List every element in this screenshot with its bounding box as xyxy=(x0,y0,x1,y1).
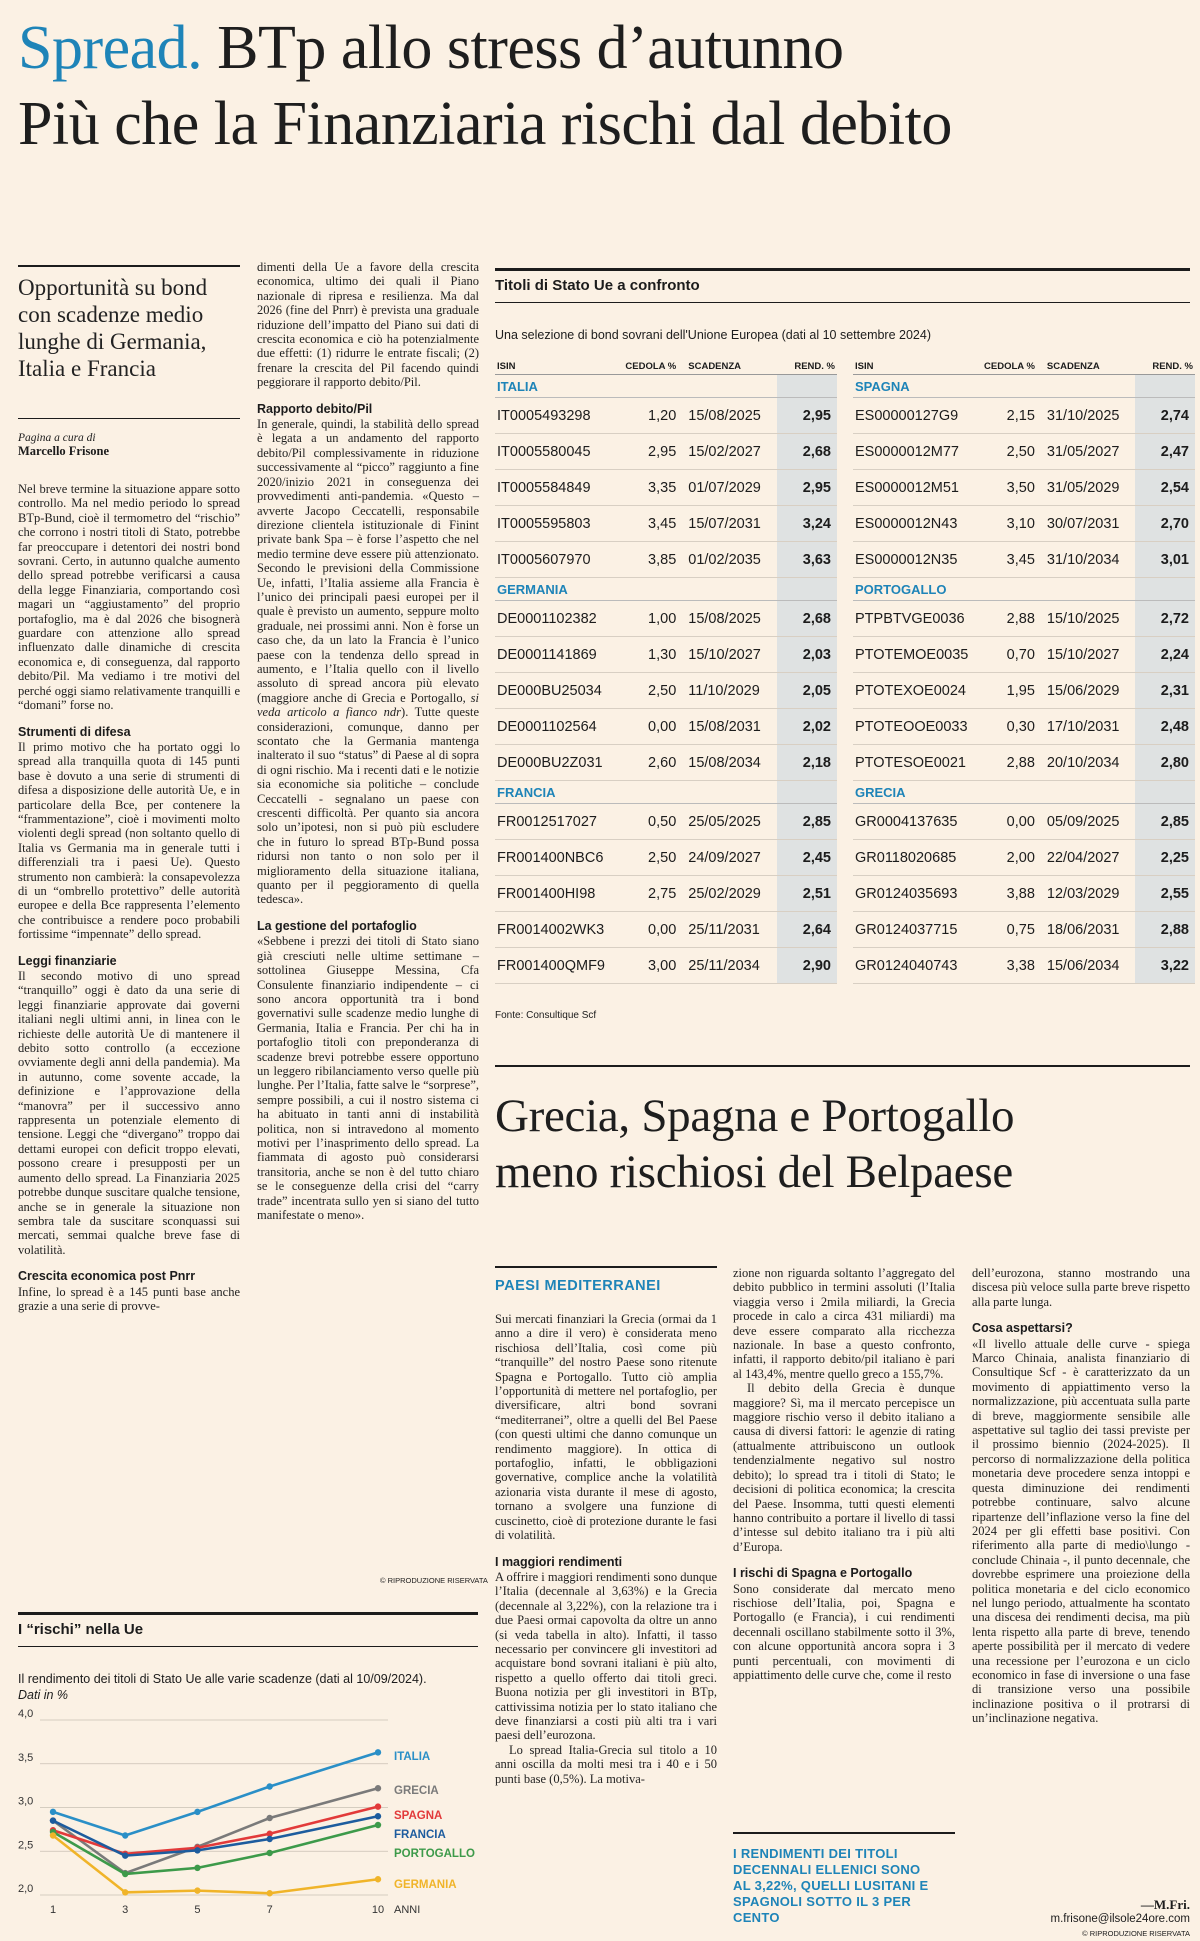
col2-para-2 xyxy=(257,417,479,907)
cedola-cell: 1,00 xyxy=(613,601,678,637)
legend-label: PORTOGALLO xyxy=(394,1848,475,1860)
table-row xyxy=(495,673,837,709)
table-row xyxy=(495,804,837,840)
chart-top-rule xyxy=(18,1612,478,1615)
isin-cell: IT0005584849 xyxy=(495,470,613,506)
cedola-cell: 2,95 xyxy=(613,434,678,470)
scadenza-cell: 15/02/2027 xyxy=(678,434,777,470)
table-row xyxy=(495,601,837,637)
country-label: PORTOGALLO xyxy=(853,578,1135,601)
article2-col3-subhead: Cosa aspettarsi? xyxy=(972,1321,1073,1336)
table-row xyxy=(495,470,837,506)
col1-para-2: Il secondo motivo di uno spread “tranquillo” oggi è dato da una serie di leggi finanziarie approvate dai governi italiani negli ultimi anni, in linea con le richieste delle autorità Ue di mantenere il debito sotto controllo (a eccezione ovviamente degli anni della pandemia). Ma in autunno, come sovente accade, la definizione e l’approvazione della “manovra” per il successivo anno rappresenta un potenziale elemento di tensione. Leggi che “divergano” troppo dai dettami europei con deficit troppo elevati, possono creare i presupposti per un aumento dello spread. La Finanziaria 2025 potrebbe dunque suscitare qualche tensione, anche se in generale la situazione non sembra tale da suscitare sconquassi sui mercati, semmai qualche breve fase di volatilità. xyxy=(18,969,240,1257)
cedola-cell: 0,00 xyxy=(613,709,678,745)
cedola-cell: 3,45 xyxy=(972,542,1036,578)
table-subtitle: Una selezione di bond sovrani dell'Unione Europea (dati al 10 settembre 2024) xyxy=(495,328,931,342)
isin-cell: DE0001141869 xyxy=(495,637,613,673)
rendimento-cell: 2,18 xyxy=(777,745,837,781)
legend-label: GRECIA xyxy=(394,1785,439,1797)
table-header-cell: ISIN xyxy=(495,358,613,375)
article2-col2-para-1: zione non riguarda soltanto l’aggregato del debito pubblico in termini assoluti (l’Italia viaggia verso i 2mila miliardi, la Grecia procede in calo a circa 431 miliardi) ma deve essere comparato alla ricchezza nazionale. In base a questo confronto, infatti, il rapporto debito/pil italiano è pari al 143,4%, mentre quello greco a 155,7%. xyxy=(733,1266,955,1381)
isin-cell: FR001400NBC6 xyxy=(495,840,613,876)
table-header-cell: SCADENZA xyxy=(1037,358,1135,375)
data-point xyxy=(194,1887,200,1893)
article2-col-2 xyxy=(733,1266,955,1682)
rend-column-fill xyxy=(1135,375,1195,398)
data-point xyxy=(375,1749,381,1755)
scadenza-cell: 18/06/2031 xyxy=(1037,912,1135,948)
article2-kicker: PAESI MEDITERRANEI xyxy=(495,1278,661,1294)
data-point xyxy=(194,1847,200,1853)
isin-cell: IT0005607970 xyxy=(495,542,613,578)
y-tick-label: 4,0 xyxy=(18,1708,34,1720)
cedola-cell: 3,88 xyxy=(972,876,1036,912)
table-source: Fonte: Consultique Scf xyxy=(495,1010,597,1021)
data-point xyxy=(266,1850,272,1856)
cedola-cell: 3,85 xyxy=(613,542,678,578)
scadenza-cell: 15/08/2034 xyxy=(678,745,777,781)
bond-table-left-grid xyxy=(495,358,837,984)
scadenza-cell: 31/10/2034 xyxy=(1037,542,1135,578)
scadenza-cell: 22/04/2027 xyxy=(1037,840,1135,876)
x-tick-label: 3 xyxy=(122,1904,129,1916)
rendimento-cell: 2,95 xyxy=(777,398,837,434)
country-row xyxy=(853,781,1195,804)
table-row xyxy=(853,542,1195,578)
country-label: SPAGNA xyxy=(853,375,1135,398)
table-row xyxy=(495,745,837,781)
article2-top-rule xyxy=(495,1065,1190,1067)
rendimento-cell: 2,68 xyxy=(777,434,837,470)
article-deck: Opportunità su bond con scadenze medio lunghe di Germania, Italia e Francia xyxy=(18,275,208,381)
cedola-cell: 2,15 xyxy=(972,398,1036,434)
bond-table-right-grid xyxy=(853,358,1195,984)
isin-cell: FR001400QMF9 xyxy=(495,948,613,984)
col1-subhead-2: Leggi finanziarie xyxy=(18,953,117,968)
isin-cell: PTOTEMOE0035 xyxy=(853,637,972,673)
col1-subhead-1: Strumenti di difesa xyxy=(18,724,131,739)
cedola-cell: 2,50 xyxy=(972,434,1036,470)
legend-label: SPAGNA xyxy=(394,1810,443,1822)
isin-cell: IT0005580045 xyxy=(495,434,613,470)
article2-col-1 xyxy=(495,1312,717,1786)
chart-title: I “rischi” nella Ue xyxy=(18,1621,144,1638)
rendimento-cell: 3,24 xyxy=(777,506,837,542)
article2-col1-para-1: Sui mercati finanziari la Grecia (ormai da 1 anno a dire il vero) è considerata meno rischiosa dell’Italia, così come più “tranquille” del nostro Paese sono ritenute Spagna e Portogallo. Tutto ciò amplia l’opportunità di mettere nel portafoglio, per diversificare, altri bond sovrani “mediterranei”, oltre a quelli del Bel Paese (con questi ultimi che danno comunque un rendimento maggiore). In ottica di portafoglio, infatti, le obbligazioni governative, complice anche la volatilità azionaria vista durante il mese di agosto, tornano a svolgere una funzione di cuscinetto, cioè di protezione durante le fasi di volatilità. xyxy=(495,1312,717,1543)
rendimento-cell: 2,95 xyxy=(777,470,837,506)
data-point xyxy=(194,1809,200,1815)
col1-intro: Nel breve termine la situazione appare sotto controllo. Ma nel medio periodo lo spread BTp-Bund, cioè il termometro del “rischio” che corrono i nostri titoli di Stato, potrebbe far preoccupare i detentori dei nostri bond sovrani. Certo, in autunno qualche aumento dello spread potrebbe verificarsi a causa della legge Finanziaria, comportando così magari un “aggiustamento” del proprio portafoglio, ma è dal 2026 che bisognerà guardare con attenzione allo spread influenzato dalle dinamiche di crescita economica e, di conseguenza, dal rapporto debito/Pil. Ma vediamo i tre motivi del perché oggi siamo relativamente tranquilli e “domani” forse no. xyxy=(18,482,240,713)
article2-col3-para-2: «Il livello attuale delle curve - spiega Marco Chinaia, analista finanziario di Consultique Scf - è caratterizzato da un movimento di appiattimento verso la normalizzazione, più accentuata sulla parte di breve, maggiormente sensibile alle aspettative sul taglio dei tassi previste per il prossimo biennio (2024-2025). Il percorso di normalizzazione della politica monetaria deve procedere senza intoppi e questa diminuzione dei rendimenti potrebbe continuare, salvo alcune ripartenze dell’inflazione verso la fine del 2024 per gli effetti base positivi. Con riferimento alla parte di medio\lungo - conclude Chinaia -, il punto decennale, che dovrebbe esprimere una proiezione della politica monetaria e del ciclo economico nel lungo periodo, attualmente ha scontato una discesa dei rendimenti decisa, ma più lenta rispetto alla parte di breve, tenendo aperte possibilità per il mercato di vedere una recessione per l’eurozona e un ciclo economico in fase di inversione o una fase di transizione verso una possibile inclinazione positiva o il protrarsi di un’inclinazione negativa. xyxy=(972,1336,1190,1726)
x-axis-label: ANNI xyxy=(394,1904,421,1916)
x-tick-label: 7 xyxy=(266,1904,273,1916)
scadenza-cell: 15/08/2031 xyxy=(678,709,777,745)
isin-cell: GR0118020685 xyxy=(853,840,972,876)
cedola-cell: 2,50 xyxy=(613,840,678,876)
article2-col1-para-3: Lo spread Italia-Grecia sul titolo a 10 anni oscilla da molti mesi tra i 40 e i 50 punti base (0,5%). La motiva- xyxy=(495,1742,717,1786)
data-point xyxy=(194,1865,200,1871)
table-row xyxy=(853,398,1195,434)
isin-cell: IT0005493298 xyxy=(495,398,613,434)
table-row xyxy=(853,948,1195,984)
scadenza-cell: 24/09/2027 xyxy=(678,840,777,876)
country-label: GERMANIA xyxy=(495,578,777,601)
chart-subtitle: Il rendimento dei titoli di Stato Ue alle varie scadenze (dati al 10/09/2024). xyxy=(18,1672,427,1686)
cedola-cell: 1,20 xyxy=(613,398,678,434)
table-row xyxy=(495,709,837,745)
isin-cell: DE0001102382 xyxy=(495,601,613,637)
rendimento-cell: 2,80 xyxy=(1135,745,1195,781)
table-header-cell: CEDOLA % xyxy=(972,358,1036,375)
byline-name: Marcello Frisone xyxy=(18,444,110,458)
col1-para-1: Il primo motivo che ha portato oggi lo spread alla tranquilla quota di 145 punti base è dovuto a una serie di strumenti di difesa a disposizione delle autorità Ue, e in particolare della Bce, per contenere la “frammentazione”, cioè i movimenti molto violenti degli spread (non soltanto quello di Italia vs Germania ma in generale tutti i differenziali tra i paesi Ue). Questo strumento non cambierà: la consapevolezza di un “ombrello protettivo” delle autorità europee e della Bce rappresenta l’elemento che contribuisce a rendere poco probabili fortissime “impennate” dello spread. xyxy=(18,739,240,942)
scadenza-cell: 01/02/2035 xyxy=(678,542,777,578)
data-point xyxy=(122,1832,128,1838)
table-header-cell: CEDOLA % xyxy=(613,358,678,375)
data-point xyxy=(266,1815,272,1821)
col2-para-2b: ). Tutte queste considerazioni, comunque, danno per scontato che la Germania mantenga inalterato il suo “status” di Paese al di sopra di ogni rischio. Ma i recenti dati e le notizie sia economiche sia politiche – conclude Ceccatelli - segnalano un paese con crescenti difficoltà. Per quanto sia ancora solo un’ipotesi, non si può più escludere che in futuro lo spread BTp-Bund possa ridursi non tanto o non solo per il miglioramento della situazione italiana, quanto per il peggioramento di quella tedesca». xyxy=(257,705,479,907)
table-row xyxy=(853,876,1195,912)
headline-highlight: Spread. xyxy=(18,14,203,82)
article2-signature: —M.Fri. xyxy=(1140,1897,1190,1912)
rend-column-fill xyxy=(777,375,837,398)
series-line xyxy=(53,1816,378,1855)
byline-rule xyxy=(18,418,240,419)
isin-cell: ES0000012N35 xyxy=(853,542,972,578)
isin-cell: PTOTEXOE0024 xyxy=(853,673,972,709)
data-point xyxy=(266,1836,272,1842)
country-row xyxy=(495,578,837,601)
series-line xyxy=(53,1752,378,1835)
country-label: ITALIA xyxy=(495,375,777,398)
col2-subhead-2: La gestione del portafoglio xyxy=(257,918,417,933)
data-point xyxy=(122,1871,128,1877)
table-row xyxy=(495,434,837,470)
scadenza-cell: 31/10/2025 xyxy=(1037,398,1135,434)
country-row xyxy=(853,375,1195,398)
rend-column-fill xyxy=(1135,578,1195,601)
cedola-cell: 1,30 xyxy=(613,637,678,673)
x-tick-label: 10 xyxy=(371,1904,385,1916)
table-header-cell: SCADENZA xyxy=(678,358,777,375)
rendimento-cell: 3,01 xyxy=(1135,542,1195,578)
table-title: Titoli di Stato Ue a confronto xyxy=(495,277,700,294)
article2-col2-subhead: I rischi di Spagna e Portogallo xyxy=(733,1566,913,1581)
cedola-cell: 0,00 xyxy=(613,912,678,948)
cedola-cell: 2,88 xyxy=(972,745,1036,781)
isin-cell: FR0012517027 xyxy=(495,804,613,840)
cedola-cell: 2,50 xyxy=(613,673,678,709)
rendimento-cell: 2,70 xyxy=(1135,506,1195,542)
isin-cell: PTOTEOOE0033 xyxy=(853,709,972,745)
rendimento-cell: 2,85 xyxy=(777,804,837,840)
article2-headline-line2: meno rischiosi del Belpaese xyxy=(495,1146,1013,1198)
rendimento-cell: 2,47 xyxy=(1135,434,1195,470)
cedola-cell: 3,45 xyxy=(613,506,678,542)
isin-cell: GR0124037715 xyxy=(853,912,972,948)
cedola-cell: 2,60 xyxy=(613,745,678,781)
cedola-cell: 2,75 xyxy=(613,876,678,912)
col2-para-2a: In generale, quindi, la stabilità dello spread è legata a un andamento del rapporto debito/Pil complessivamente in riduzione successivamente al “picco” raggiunto a fine 2020/inizio 2021 in conseguenza dei provvedimenti anti-pandemia. «Questo – avverte Jacopo Ceccatelli, responsabile direzione clientela istituzionale di Finint private bank Spa – è forse l’aspetto che nel medio termine deve essere più attenzionato. Secondo le previsioni della Commissione Ue, infatti, l’Italia assieme alla Francia è l’unico dei principali paesi europei per il quale è previsto un aumento, seppure molto graduale, nei prossimi anni. Non è forse un caso che, da un lato la Francia è l’unico paese con la tendenza dello spread in aumento, e l’Italia quello con il livello assoluto di spread ancora più elevato (maggiore anche di Grecia e Portogallo, xyxy=(257,417,479,705)
legend-label: GERMANIA xyxy=(394,1879,457,1891)
isin-cell: DE000BU2Z031 xyxy=(495,745,613,781)
headline-line2: Più che la Finanziaria rischi dal debito xyxy=(18,90,952,158)
pullquote-rule xyxy=(733,1832,955,1834)
article2-col-3 xyxy=(972,1266,1190,1726)
scadenza-cell: 17/10/2031 xyxy=(1037,709,1135,745)
rendimento-cell: 2,55 xyxy=(1135,876,1195,912)
x-tick-label: 1 xyxy=(49,1904,57,1916)
cedola-cell: 1,95 xyxy=(972,673,1036,709)
country-row xyxy=(495,781,837,804)
scadenza-cell: 15/07/2031 xyxy=(678,506,777,542)
scadenza-cell: 15/08/2025 xyxy=(678,398,777,434)
cedola-cell: 3,35 xyxy=(613,470,678,506)
article2-col1-subhead: I maggiori rendimenti xyxy=(495,1554,623,1569)
isin-cell: ES0000012N43 xyxy=(853,506,972,542)
kicker-rule xyxy=(495,1266,717,1268)
data-point xyxy=(122,1852,128,1858)
isin-cell: ES00000127G9 xyxy=(853,398,972,434)
x-tick-label: 5 xyxy=(194,1904,201,1916)
rendimento-cell: 2,45 xyxy=(777,840,837,876)
scadenza-cell: 15/06/2034 xyxy=(1037,948,1135,984)
article2-copyright: © RIPRODUZIONE RISERVATA xyxy=(1082,1929,1190,1938)
table-row xyxy=(853,506,1195,542)
data-point xyxy=(375,1813,381,1819)
table-row xyxy=(495,637,837,673)
table-row xyxy=(495,398,837,434)
col1-subhead-3: Crescita economica post Pnrr xyxy=(18,1269,196,1284)
scadenza-cell: 01/07/2029 xyxy=(678,470,777,506)
chart-title-rule xyxy=(18,1646,478,1647)
scadenza-cell: 11/10/2029 xyxy=(678,673,777,709)
rendimento-cell: 2,88 xyxy=(1135,912,1195,948)
country-row xyxy=(495,375,837,398)
isin-cell: ES0000012M77 xyxy=(853,434,972,470)
country-label: GRECIA xyxy=(853,781,1135,804)
y-tick-label: 2,5 xyxy=(18,1839,34,1852)
isin-cell: GR0004137635 xyxy=(853,804,972,840)
legend-label: FRANCIA xyxy=(394,1829,446,1841)
scadenza-cell: 31/05/2029 xyxy=(1037,470,1135,506)
table-row xyxy=(495,542,837,578)
yield-curve-chart xyxy=(18,1700,478,1935)
isin-cell: FR001400HI98 xyxy=(495,876,613,912)
table-row xyxy=(853,745,1195,781)
col2-para-1: dimenti della Ue a favore della crescita economica, ultimo dei quali il Piano nazionale di ripresa e resilienza. Ma dal 2026 (fine del Pnrr) è prevista una graduale riduzione dell’impatto del Piano sui dati di crescita economica e ciò ha potenzialmente due effetti: (1) ridurre le entrate fiscali; (2) frenare la crescita del Pil facendo quindi peggiorare il rapporto debito/Pil. xyxy=(257,260,479,390)
cedola-cell: 3,38 xyxy=(972,948,1036,984)
rendimento-cell: 2,03 xyxy=(777,637,837,673)
scadenza-cell: 15/10/2027 xyxy=(678,637,777,673)
cedola-cell: 0,50 xyxy=(613,804,678,840)
bond-table-left xyxy=(495,358,837,984)
isin-cell: GR0124035693 xyxy=(853,876,972,912)
table-row xyxy=(853,470,1195,506)
y-tick-label: 2,0 xyxy=(18,1883,34,1895)
cedola-cell: 3,00 xyxy=(613,948,678,984)
table-top-rule xyxy=(495,268,1190,271)
article2-email: m.frisone@ilsole24ore.com xyxy=(1050,1913,1190,1925)
table-title-rule xyxy=(495,302,1190,303)
scadenza-cell: 31/05/2027 xyxy=(1037,434,1135,470)
country-row xyxy=(853,578,1195,601)
byline xyxy=(18,432,240,459)
rendimento-cell: 2,24 xyxy=(1135,637,1195,673)
table-row xyxy=(495,948,837,984)
article2-col1-para-2: A offrire i maggiori rendimenti sono dunque l’Italia (decennale al 3,63%) e la Grecia (decennale al 3,22%), con la relazione tra i due Paesi ormai capovolta da oltre un anno (si veda tabella in alto). Infatti, il tasso necessario per convincere gli investitori ad acquistare bond sovrani italiani è più alto, rispetto a quello offerto dai titoli greci. Buona notizia per gli investitori in BTp, cattivissima notizia per lo stato italiano che deve finanziarsi a costi più alti tra i vari paesi dell’eurozona. xyxy=(495,1569,717,1743)
table-row xyxy=(853,709,1195,745)
deck-rule xyxy=(18,265,240,267)
data-point xyxy=(50,1832,56,1838)
col2-subhead-1: Rapporto debito/Pil xyxy=(257,401,373,416)
cedola-cell: 2,88 xyxy=(972,601,1036,637)
table-row xyxy=(495,876,837,912)
article2-headline-line1: Grecia, Spagna e Portogallo xyxy=(495,1090,1015,1142)
scadenza-cell: 05/09/2025 xyxy=(1037,804,1135,840)
isin-cell: DE000BU25034 xyxy=(495,673,613,709)
col1-para-3: Infine, lo spread è a 145 punti base anche grazie a una serie di provve- xyxy=(18,1284,240,1313)
rendimento-cell: 2,05 xyxy=(777,673,837,709)
scadenza-cell: 25/02/2029 xyxy=(678,876,777,912)
y-tick-label: 3,5 xyxy=(18,1751,34,1764)
article2-col2-para-3: Sono considerate dal mercato meno rischiose dell’Italia, poi, Spagna e Portogallo (e Francia), i cui rendimenti decennali oscillano stabilmente sotto il 3%, con alcune opportunità ancora sopra i 3 punti percentuali, con movimenti di appiattimento delle curve che, come il resto xyxy=(733,1581,955,1682)
cedola-cell: 0,00 xyxy=(972,804,1036,840)
isin-cell: PTOTESOE0021 xyxy=(853,745,972,781)
article2-col3-para-1: dell’eurozona, stanno mostrando una discesa più veloce sulla parte breve rispetto alla parte lunga. xyxy=(972,1266,1190,1309)
rendimento-cell: 2,68 xyxy=(777,601,837,637)
data-point xyxy=(122,1889,128,1895)
y-tick-label: 3,0 xyxy=(18,1795,34,1808)
rend-column-fill xyxy=(1135,781,1195,804)
isin-cell: FR0014002WK3 xyxy=(495,912,613,948)
cedola-cell: 3,10 xyxy=(972,506,1036,542)
table-header-row xyxy=(495,358,837,375)
rendimento-cell: 3,22 xyxy=(1135,948,1195,984)
table-row xyxy=(853,601,1195,637)
scadenza-cell: 15/06/2029 xyxy=(1037,673,1135,709)
rendimento-cell: 2,48 xyxy=(1135,709,1195,745)
cedola-cell: 0,30 xyxy=(972,709,1036,745)
table-row xyxy=(853,673,1195,709)
table-row xyxy=(495,840,837,876)
series-line xyxy=(53,1825,378,1874)
rendimento-cell: 2,72 xyxy=(1135,601,1195,637)
data-point xyxy=(375,1876,381,1882)
article2-headline xyxy=(495,1088,1195,1200)
isin-cell: ES0000012M51 xyxy=(853,470,972,506)
chart-ylabel: Dati in % xyxy=(18,1688,69,1702)
data-point xyxy=(266,1890,272,1896)
scadenza-cell: 15/10/2027 xyxy=(1037,637,1135,673)
article-col-2 xyxy=(257,260,479,1222)
article-col-1 xyxy=(18,482,240,1313)
data-point xyxy=(375,1822,381,1828)
rend-column-fill xyxy=(777,578,837,601)
bond-table-right xyxy=(853,358,1195,984)
rendimento-cell: 2,90 xyxy=(777,948,837,984)
data-point xyxy=(50,1817,56,1823)
cedola-cell: 0,75 xyxy=(972,912,1036,948)
cedola-cell: 3,50 xyxy=(972,470,1036,506)
rendimento-cell: 2,51 xyxy=(777,876,837,912)
col2-copyright: © RIPRODUZIONE RISERVATA xyxy=(380,1576,488,1585)
table-header-cell: ISIN xyxy=(853,358,972,375)
scadenza-cell: 15/08/2025 xyxy=(678,601,777,637)
cedola-cell: 2,00 xyxy=(972,840,1036,876)
rend-column-fill xyxy=(777,781,837,804)
table-header-cell: REND. % xyxy=(777,358,837,375)
data-point xyxy=(375,1803,381,1809)
isin-cell: DE0001102564 xyxy=(495,709,613,745)
rendimento-cell: 2,74 xyxy=(1135,398,1195,434)
table-header-cell: REND. % xyxy=(1135,358,1195,375)
scadenza-cell: 20/10/2034 xyxy=(1037,745,1135,781)
rendimento-cell: 2,85 xyxy=(1135,804,1195,840)
col2-para-2-italic: si veda articolo a fianco ndr xyxy=(257,690,479,720)
country-label: FRANCIA xyxy=(495,781,777,804)
scadenza-cell: 12/03/2029 xyxy=(1037,876,1135,912)
legend-label: ITALIA xyxy=(394,1751,431,1763)
table-row xyxy=(495,506,837,542)
scadenza-cell: 25/11/2034 xyxy=(678,948,777,984)
cedola-cell: 0,70 xyxy=(972,637,1036,673)
table-row xyxy=(853,840,1195,876)
data-point xyxy=(266,1783,272,1789)
scadenza-cell: 25/11/2031 xyxy=(678,912,777,948)
table-row xyxy=(853,912,1195,948)
article2-col2-para-2: Il debito della Grecia è dunque maggiore? Sì, ma il mercato percepisce un maggiore rischio verso il debito italiano a causa di diversi fattori: le agenzie di rating (attualmente attribuiscono un outlook tendenzialmente negativo sul nostro debito); lo spread tra i titoli di Stato; le decisioni di politica economica; la crescita del Paese. Insomma, tutti questi elementi hanno contribuito a portare il livello di tassi d’intesse sul debito italiano tra i più alti d’Europa. xyxy=(733,1381,955,1554)
rendimento-cell: 2,64 xyxy=(777,912,837,948)
rendimento-cell: 2,25 xyxy=(1135,840,1195,876)
rendimento-cell: 2,02 xyxy=(777,709,837,745)
rendimento-cell: 3,63 xyxy=(777,542,837,578)
table-row xyxy=(495,912,837,948)
data-point xyxy=(375,1785,381,1791)
scadenza-cell: 30/07/2031 xyxy=(1037,506,1135,542)
isin-cell: IT0005595803 xyxy=(495,506,613,542)
col2-para-3: «Sebbene i prezzi dei titoli di Stato siano già cresciuti nelle ultime settimane – sottolinea Giuseppe Messina, Cfa Consulente finanziario indipendente – ci sono ancora opportunità tra i bond governativi sulle scadenze medio lunghe di Germania, Italia e Francia. Per chi ha in portafoglio titoli con preponderanza di scadenze brevi potrebbe essere opportuno un leggero ribilanciamento verso quelle più lunghe. Per l’Italia, fatte salve le “sorprese”, sempre possibili, a cui il nostro sistema ci ha abituato in tanti anni di instabilità politica, non si intravedono al momento motivi per l’inasprimento dello spread. La fiammata di agosto può considerarsi transitoria, anche se non è del tutto chiaro se le conseguenze della crisi del “carry trade” incentrata sullo yen si siano del tutto manifestate o meno». xyxy=(257,934,479,1222)
pullquote: I RENDIMENTI DEI TITOLI DECENNALI ELLENICI SONO AL 3,22%, QUELLI LUSITANI E SPAGNOLI SOTTO IL 3 PER CENTO xyxy=(733,1846,929,1925)
isin-cell: GR0124040743 xyxy=(853,948,972,984)
rendimento-cell: 2,54 xyxy=(1135,470,1195,506)
isin-cell: PTPBTVGE0036 xyxy=(853,601,972,637)
table-row xyxy=(853,804,1195,840)
table-row xyxy=(853,434,1195,470)
byline-label: Pagina a cura di xyxy=(18,432,96,444)
headline-line1: BTp allo stress d’autunno xyxy=(217,14,844,82)
data-point xyxy=(50,1809,56,1815)
table-row xyxy=(853,637,1195,673)
table-header-row xyxy=(853,358,1195,375)
scadenza-cell: 15/10/2025 xyxy=(1037,601,1135,637)
rendimento-cell: 2,31 xyxy=(1135,673,1195,709)
scadenza-cell: 25/05/2025 xyxy=(678,804,777,840)
main-headline xyxy=(18,10,1188,162)
